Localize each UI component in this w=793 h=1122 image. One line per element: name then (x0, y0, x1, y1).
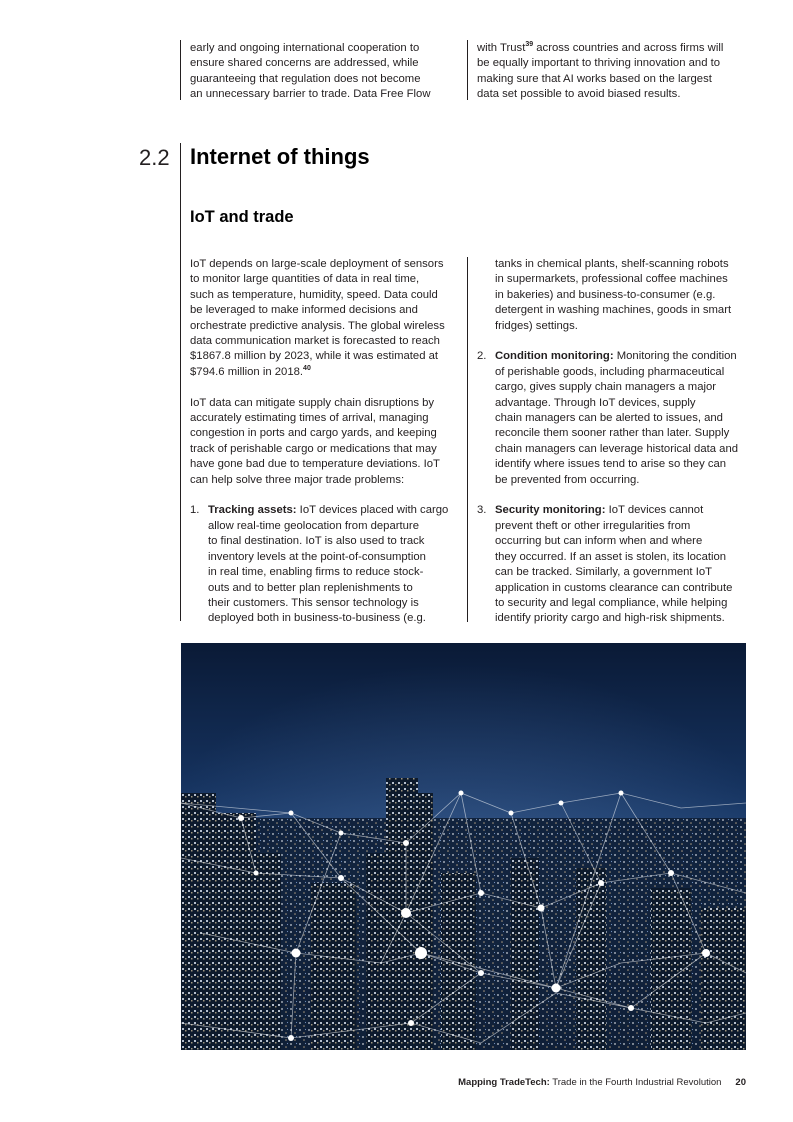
text-line: to final destination. IoT is also used to track (208, 535, 425, 548)
right-column (477, 257, 757, 627)
top-right-rule (467, 40, 468, 100)
text-fragment: IoT devices placed with cargo (296, 504, 449, 517)
text-fragment: with Trust (477, 42, 526, 54)
text-line: in real time, enabling firms to reduce stock- (208, 566, 424, 579)
text-line: cargo, gives supply chain managers a major (495, 381, 717, 394)
text-line: orchestrate predictive analysis. The global wireless (190, 319, 445, 332)
text-line: allow real-time geolocation from departure (208, 519, 419, 532)
list-number: 3. (477, 504, 487, 517)
text-line (190, 365, 460, 380)
text-line: to monitor large quantities of data in real time, (190, 273, 420, 286)
top-left-text (190, 41, 460, 103)
list-item-heading: Security monitoring: (495, 504, 606, 517)
text-line: detergent in washing machines, goods in smart (495, 304, 732, 317)
text-line: accurately estimating times of arrival, managing (190, 412, 429, 425)
list-item-security-monitoring (477, 503, 757, 626)
section-rule (180, 143, 181, 621)
right-column-rule (467, 257, 468, 622)
text-line: tanks in chemical plants, shelf-scanning robots (495, 258, 729, 270)
text-line (495, 503, 757, 518)
list-number: 1. (190, 504, 200, 517)
text-line: application in customs clearance can contribute (495, 581, 733, 594)
list-item-condition-monitoring (477, 349, 757, 488)
text-line: deployed both in business-to-business (e.g. (208, 612, 426, 625)
top-right-text (477, 41, 757, 103)
subsection-title: IoT and trade (190, 208, 294, 226)
left-column (190, 257, 460, 627)
text-line: occurring but can inform when and where (495, 535, 703, 548)
top-left-rule (180, 40, 181, 100)
text-line: chain managers can be alerted to issues, and (495, 412, 723, 425)
text-line: of perishable goods, including pharmaceutical (495, 365, 725, 378)
footnote-ref[interactable]: 40 (303, 365, 311, 373)
paragraph-2 (190, 396, 460, 488)
text-line: they occurred. If an asset is stolen, its location (495, 550, 727, 563)
text-line: early and ongoing international cooperation to (190, 42, 420, 54)
page-number: 20 (735, 1077, 746, 1088)
text-line: their customers. This sensor technology is (208, 596, 419, 609)
text-line (477, 41, 757, 56)
text-line: making sure that AI works based on the largest (477, 72, 712, 85)
text-line: IoT depends on large-scale deployment of sensors (190, 258, 444, 270)
text-line: inventory levels at the point-of-consumption (208, 550, 426, 563)
text-line: to security and legal compliance, while helping (495, 596, 728, 609)
list-item-heading: Condition monitoring: (495, 350, 614, 363)
text-line: data set possible to avoid biased results. (477, 88, 681, 101)
paragraph-1 (190, 257, 460, 380)
text-fragment: IoT devices cannot (605, 504, 704, 517)
text-line: fridges) settings. (495, 319, 578, 332)
text-line: chain managers can leverage historical data and (495, 442, 739, 455)
page-footer (458, 1077, 746, 1088)
text-line: be leveraged to make informed decisions and (190, 304, 418, 317)
text-line (208, 503, 460, 518)
text-fragment: Monitoring the condition (613, 350, 737, 363)
text-line: advantage. Through IoT devices, supply (495, 396, 696, 409)
text-line: ensure shared concerns are addressed, while (190, 57, 419, 70)
text-line: track of perishable cargo or medications that may (190, 442, 437, 455)
text-line: outs and to better plan replenishments to (208, 581, 413, 594)
text-line: congestion in ports and cargo yards, and keeping (190, 427, 437, 440)
text-line: in bakeries) and business-to-consumer (e.g. (495, 288, 716, 301)
text-line: prevent theft or other irregularities from (495, 519, 691, 532)
text-line: $1867.8 million by 2023, while it was estimated at (190, 350, 439, 363)
text-line: in supermarkets, professional coffee machines (495, 273, 728, 286)
text-fragment: $794.6 million in 2018. (190, 365, 304, 378)
city-network-illustration (181, 643, 746, 1050)
list-item-1-continuation (477, 257, 757, 334)
list-item-tracking-assets (190, 503, 460, 626)
text-line: guaranteeing that regulation does not become (190, 72, 421, 85)
text-line: can be tracked. Similarly, a government IoT (495, 566, 713, 579)
text-line: can help solve three major trade problems: (190, 473, 405, 486)
city-network-photo (181, 643, 746, 1050)
footnote-ref[interactable]: 39 (525, 41, 534, 49)
text-line: be prevented from occurring. (495, 473, 640, 486)
section-number: 2.2 (139, 145, 170, 170)
text-line: have gone bad due to temperature deviations. IoT (190, 458, 440, 471)
text-line: such as temperature, humidity, speed. Data could (190, 288, 438, 301)
text-line: an unnecessary barrier to trade. Data Free Flow (190, 88, 431, 101)
section-title: Internet of things (190, 144, 370, 169)
text-line (495, 349, 757, 364)
text-line: data communication market is forecasted to reach (190, 335, 440, 348)
text-line: identify priority cargo and high-risk shipments. (495, 612, 725, 625)
list-number: 2. (477, 350, 487, 363)
text-line: identify where issues tend to arise so they can (495, 458, 727, 471)
text-line: reconcile them sooner rather than later. Supply (495, 427, 730, 440)
text-fragment: across countries and across firms will (533, 42, 724, 54)
list-item-heading: Tracking assets: (208, 504, 297, 517)
text-line: IoT data can mitigate supply chain disruptions by (190, 396, 435, 409)
footer-subtitle: Trade in the Fourth Industrial Revolution (549, 1077, 722, 1088)
text-line: be equally important to thriving innovation and to (477, 57, 721, 70)
footer-report-title: Mapping TradeTech: (458, 1077, 550, 1088)
